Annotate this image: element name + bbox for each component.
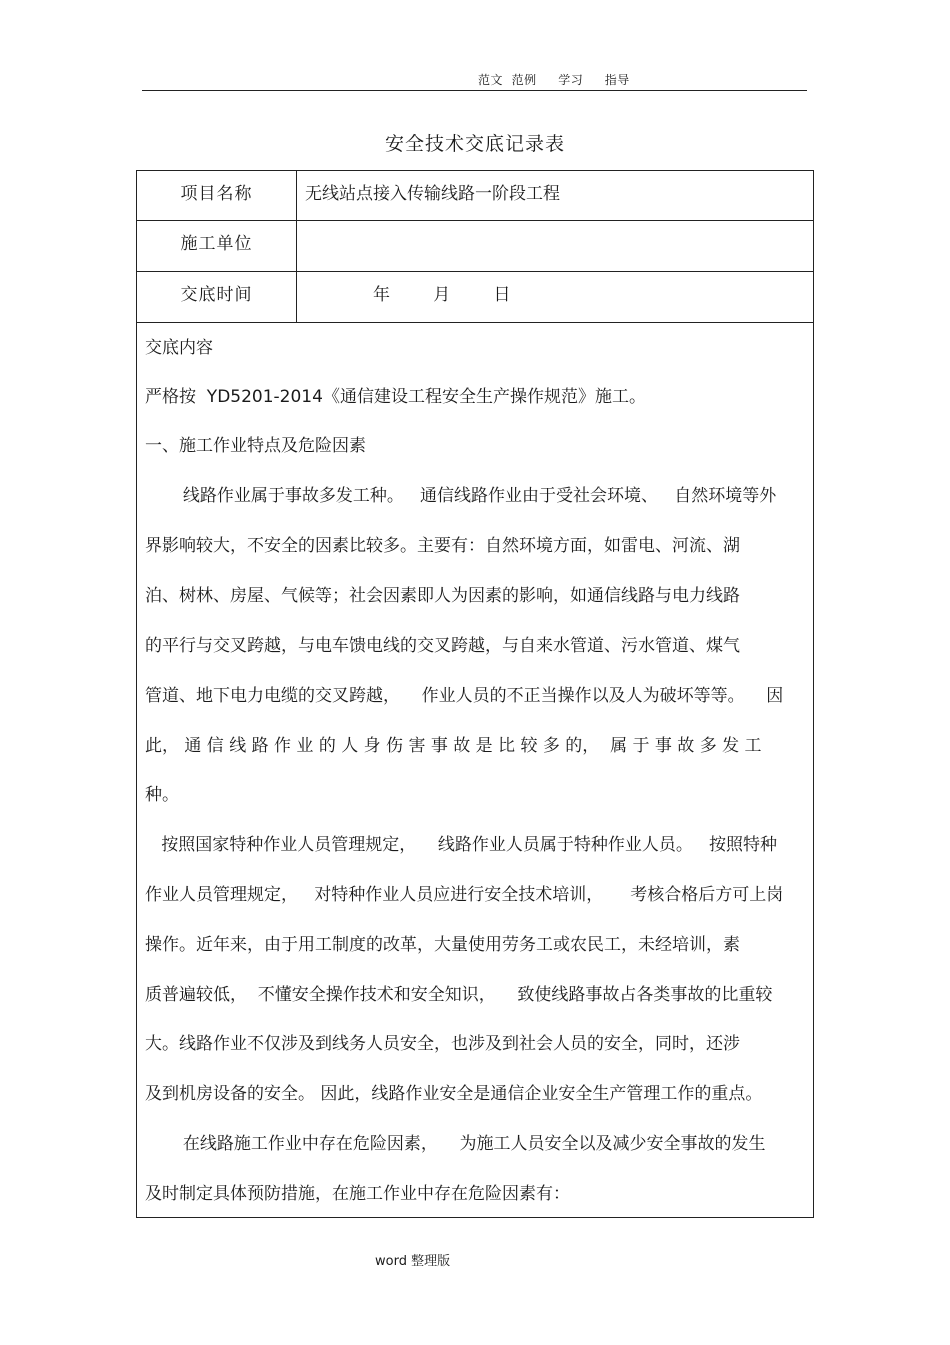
content-line: 一、施工作业特点及危险因素 (145, 436, 366, 456)
content-line: 及到机房设备的安全。 因此，线路作业安全是通信企业安全生产管理工作的重点。 (145, 1084, 763, 1104)
safety-briefing-table (136, 170, 814, 1218)
content-line: 按照国家特种作业人员管理规定， 线路作业人员属于特种作业人员。 按照特种 (145, 835, 778, 855)
content-line: 严格按 YD5201-2014《通信建设工程安全生产操作规范》施工。 (145, 387, 646, 407)
briefing-time-label: 交底时间 (137, 272, 297, 322)
content-line: 作业人员管理规定， 对特种作业人员应进行安全技术培训， 考核合格后方可上岗 (145, 885, 784, 905)
content-line: 管道、地下电力电缆的交叉跨越， 作业人员的不正当操作以及人为破坏等等。 因 (145, 686, 784, 706)
project-name-value: 无线站点接入传输线路一阶段工程 (305, 184, 560, 204)
content-line: 在线路施工作业中存在危险因素， 为施工人员安全以及减少安全事故的发生 (145, 1134, 766, 1154)
content-line: 界影响较大，不安全的因素比较多。主要有：自然环境方面，如雷电、河流、湖 (145, 536, 740, 556)
row-project-name (137, 171, 813, 221)
content-line: 质普遍较低， 不懂安全操作技术和安全知识， 致使线路事故占各类事故的比重较 (145, 985, 773, 1005)
page-header-text: 范文 范例 学习 指导 (478, 73, 630, 87)
construction-unit-label: 施工单位 (137, 221, 297, 271)
project-name-label: 项目名称 (137, 171, 297, 220)
row-construction-unit (137, 221, 813, 272)
content-line: 操作。近年来，由于用工制度的改革，大量使用劳务工或农民工，未经培训，素 (145, 935, 740, 955)
content-line: 种。 (145, 785, 179, 805)
content-line: 线路作业属于事故多发工种。 通信线路作业由于受社会环境、 自然环境等外 (145, 486, 777, 506)
content-line: 泊、树林、房屋、气候等；社会因素即人为因素的影响，如通信线路与电力线路 (145, 586, 740, 606)
header-rule (142, 90, 807, 91)
content-line: 交底内容 (145, 338, 213, 358)
content-line: 大。线路作业不仅涉及到线务人员安全，也涉及到社会人员的安全，同时，还涉 (145, 1034, 740, 1054)
document-title: 安全技术交底记录表 (384, 133, 565, 155)
content-line: 此， 通 信 线 路 作 业 的 人 身 伤 害 事 故 是 比 较 多 的， 属 于 事 故 多 发 工 (145, 736, 762, 756)
briefing-time-value: 年 月 日 (373, 285, 511, 305)
content-line: 及时制定具体预防措施，在施工作业中存在危险因素有： (145, 1184, 570, 1204)
content-line: 的平行与交叉跨越，与电车馈电线的交叉跨越，与自来水管道、污水管道、煤气 (145, 636, 740, 656)
row-briefing-time (137, 272, 813, 323)
page-footer-text: word 整理版 (375, 1254, 451, 1269)
